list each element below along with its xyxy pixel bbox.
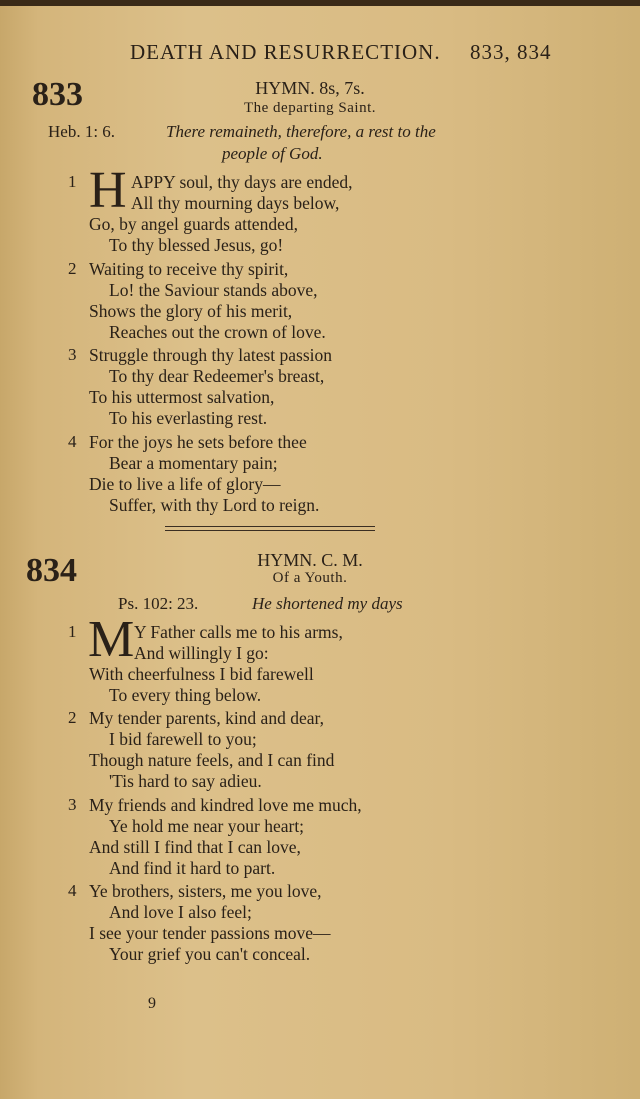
verse-line: My tender parents, kind and dear, xyxy=(89,708,324,728)
verse-line: My friends and kindred love me much, xyxy=(89,795,362,815)
verse-line: To thy blessed Jesus, go! xyxy=(109,235,284,255)
verse-line: All thy mourning days below, xyxy=(131,193,340,213)
verse-line: Bear a momentary pain; xyxy=(109,453,278,473)
verse-line: To thy dear Redeemer's breast, xyxy=(109,366,325,386)
verse-line: Your grief you can't conceal. xyxy=(109,944,311,964)
page-top-edge xyxy=(0,0,640,6)
verse-line: Though nature feels, and I can find xyxy=(89,750,335,770)
verse-line: I bid farewell to you; xyxy=(109,729,257,749)
hymn-heading: HYMN. C. M. xyxy=(257,550,363,570)
verse-line: And willingly I go: xyxy=(134,643,269,663)
verse-line: And still I find that I can love, xyxy=(89,837,301,857)
verse-line: APPY soul, thy days are ended, xyxy=(131,172,353,192)
verse-number: 2 xyxy=(68,259,77,278)
verse-line: Shows the glory of his merit, xyxy=(89,301,293,321)
verse-number: 1 xyxy=(68,622,77,641)
verse-line: To his uttermost salvation, xyxy=(89,387,275,407)
running-head-title: DEATH AND RESURRECTION. xyxy=(130,40,441,64)
running-head xyxy=(130,40,560,65)
verse-line: Suffer, with thy Lord to reign. xyxy=(109,495,320,515)
hymn-number: 834 xyxy=(26,552,77,589)
verse-line: And find it hard to part. xyxy=(109,858,276,878)
verse-line: I see your tender passions move— xyxy=(89,923,331,943)
verse-line: Go, by angel guards attended, xyxy=(89,214,298,234)
verse-line: 'Tis hard to say adieu. xyxy=(109,771,262,791)
verse-line: Ye brothers, sisters, me you love, xyxy=(89,881,322,901)
verse-number: 1 xyxy=(68,172,77,191)
verse-line: For the joys he sets before thee xyxy=(89,432,307,452)
verse-number: 3 xyxy=(68,795,77,814)
hymn-subtitle: The departing Saint. xyxy=(243,100,377,116)
scripture-text: There remaineth, therefore, a rest to the xyxy=(166,122,436,141)
verse-line: Struggle through thy latest passion xyxy=(89,345,333,365)
verse-line: With cheerfulness I bid farewell xyxy=(89,664,314,684)
verse-number: 2 xyxy=(68,708,77,727)
hymn-number: 833 xyxy=(32,76,83,113)
verse-line: To his everlasting rest. xyxy=(109,408,268,428)
scripture-text: He shortened my days xyxy=(252,594,403,613)
verse-number: 4 xyxy=(68,432,77,451)
drop-cap: M xyxy=(88,611,135,668)
verse-number: 3 xyxy=(68,345,77,364)
verse-line: To every thing below. xyxy=(109,685,262,705)
section-divider xyxy=(165,526,375,527)
verse-line: And love I also feel; xyxy=(109,902,252,922)
verse-line: Reaches out the crown of love. xyxy=(109,322,326,342)
verse-line: Die to live a life of glory— xyxy=(89,474,281,494)
hymn-heading: HYMN. 8s, 7s. xyxy=(255,78,365,98)
verse-number: 4 xyxy=(68,881,77,900)
scripture-reference: Ps. 102: 23. xyxy=(118,594,199,613)
section-divider xyxy=(165,530,375,531)
verse-line: Y Father calls me to his arms, xyxy=(134,622,343,642)
verse-line: Waiting to receive thy spirit, xyxy=(89,259,289,279)
verse-line: Lo! the Saviour stands above, xyxy=(109,280,318,300)
verse-line: Ye hold me near your heart; xyxy=(109,816,305,836)
hymn-subtitle: Of a Youth. xyxy=(272,570,348,586)
scripture-text-continued: people of God. xyxy=(222,144,323,163)
scripture-reference: Heb. 1: 6. xyxy=(48,122,116,141)
running-head-pages: 833, 834 xyxy=(470,40,552,64)
signature-mark: 9 xyxy=(148,995,156,1012)
drop-cap: H xyxy=(89,162,127,219)
